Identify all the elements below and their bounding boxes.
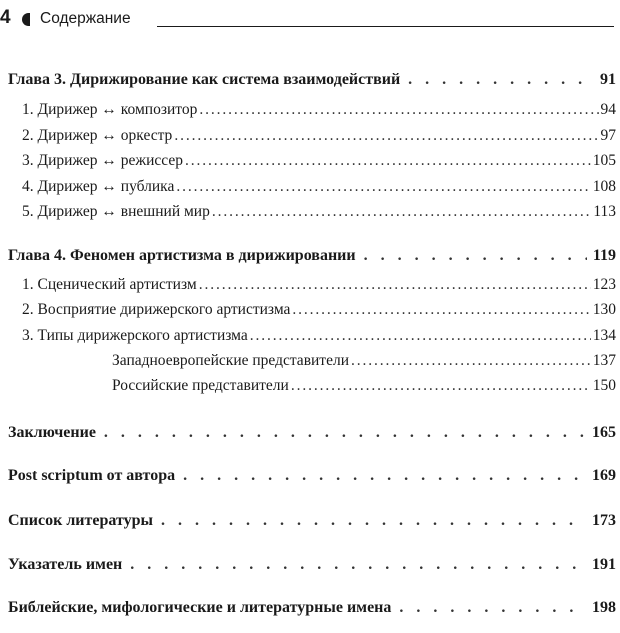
toc-entry-name-index[interactable] xyxy=(0,555,620,575)
toc-entry-section[interactable] xyxy=(0,202,620,222)
header-section-title: Содержание xyxy=(40,10,131,27)
toc-entry-page: 198 xyxy=(592,599,616,616)
header-rule xyxy=(157,26,614,27)
toc-entry-page: 169 xyxy=(592,467,616,484)
toc-entry-title: 3. Типы дирижерского артистизма xyxy=(22,327,248,344)
toc-entry-title: Указатель имен xyxy=(8,556,123,573)
toc-entry-biblical-names[interactable] xyxy=(0,598,620,618)
dot-leader xyxy=(212,202,591,222)
dot-leader xyxy=(185,151,591,171)
toc-entry-page: 123 xyxy=(592,276,616,293)
toc-entry-page: 91 xyxy=(600,71,616,88)
toc-entry-title: Российские представители xyxy=(112,377,289,394)
dot-leader xyxy=(183,466,586,486)
toc-entry-section[interactable] xyxy=(0,326,620,346)
toc-entry-title: Западноевропейские представители xyxy=(112,352,349,369)
toc-entry-title: 2. Дирижер ↔ оркестр xyxy=(22,127,173,144)
toc-entry-page: 97 xyxy=(600,127,616,144)
toc-entry-page: 108 xyxy=(592,178,616,195)
toc-entry-section[interactable] xyxy=(0,126,620,146)
toc-entry-title: 4. Дирижер ↔ публика xyxy=(22,178,175,195)
toc-entry-page: 165 xyxy=(592,424,616,441)
toc-entry-page: 191 xyxy=(592,556,616,573)
toc-entry-title: Список литературы xyxy=(8,512,153,529)
toc-entry-title: 1. Сценический артистизм xyxy=(22,276,197,293)
toc-entry-section[interactable] xyxy=(0,151,620,171)
half-circle-marker-icon xyxy=(22,13,30,26)
toc-entry-page: 113 xyxy=(593,203,616,220)
toc-entry-page: 137 xyxy=(592,352,616,369)
toc-entry-title: 5. Дирижер ↔ внешний мир xyxy=(22,203,210,220)
running-header xyxy=(0,6,620,32)
toc-entry-chapter-3[interactable] xyxy=(0,70,620,90)
toc-entry-section[interactable] xyxy=(0,275,620,295)
dot-leader xyxy=(199,100,598,120)
toc-entry-page: 130 xyxy=(592,301,616,318)
dot-leader xyxy=(408,70,594,90)
toc-entry-section[interactable] xyxy=(0,300,620,320)
toc-entry-title: 2. Восприятие дирижерского артистизма xyxy=(22,301,291,318)
toc-entry-page: 150 xyxy=(592,377,616,394)
dot-leader xyxy=(104,423,586,443)
dot-leader xyxy=(351,351,591,371)
toc-entry-title: 3. Дирижер ↔ режиссер xyxy=(22,152,184,169)
toc-entry-page: 94 xyxy=(600,101,616,118)
toc-entry-section[interactable] xyxy=(0,177,620,197)
toc-entry-conclusion[interactable] xyxy=(0,423,620,443)
toc-entry-section[interactable] xyxy=(0,100,620,120)
toc-entry-title: Заключение xyxy=(8,424,96,441)
toc-entry-title: Библейские, мифологические и литературные имена xyxy=(8,599,392,616)
toc-entry-subsection[interactable] xyxy=(0,351,620,371)
toc-entry-page: 134 xyxy=(592,327,616,344)
page-number: 4 xyxy=(0,7,11,28)
toc-entry-bibliography[interactable] xyxy=(0,511,620,531)
toc-entry-title: 1. Дирижер ↔ композитор xyxy=(22,101,198,118)
dot-leader xyxy=(199,275,591,295)
toc-entry-title: Post scriptum от автора xyxy=(8,467,176,484)
toc-entry-chapter-4[interactable] xyxy=(0,246,620,266)
toc-entry-page: 173 xyxy=(592,512,616,529)
dot-leader xyxy=(130,555,586,575)
dot-leader xyxy=(161,511,586,531)
dot-leader xyxy=(174,126,598,146)
dot-leader xyxy=(250,326,591,346)
dot-leader xyxy=(399,598,586,618)
dot-leader xyxy=(291,376,591,396)
toc-entry-title: Глава 4. Феномен артистизма в дирижировании xyxy=(8,247,356,264)
dot-leader xyxy=(364,246,587,266)
dot-leader xyxy=(292,300,590,320)
toc-entry-subsection[interactable] xyxy=(0,376,620,396)
toc-entry-page: 105 xyxy=(592,152,616,169)
toc-entry-title: Глава 3. Дирижирование как система взаимодействий xyxy=(8,71,401,88)
dot-leader xyxy=(176,177,590,197)
toc-entry-post-scriptum[interactable] xyxy=(0,466,620,486)
toc-entry-page: 119 xyxy=(592,247,616,264)
